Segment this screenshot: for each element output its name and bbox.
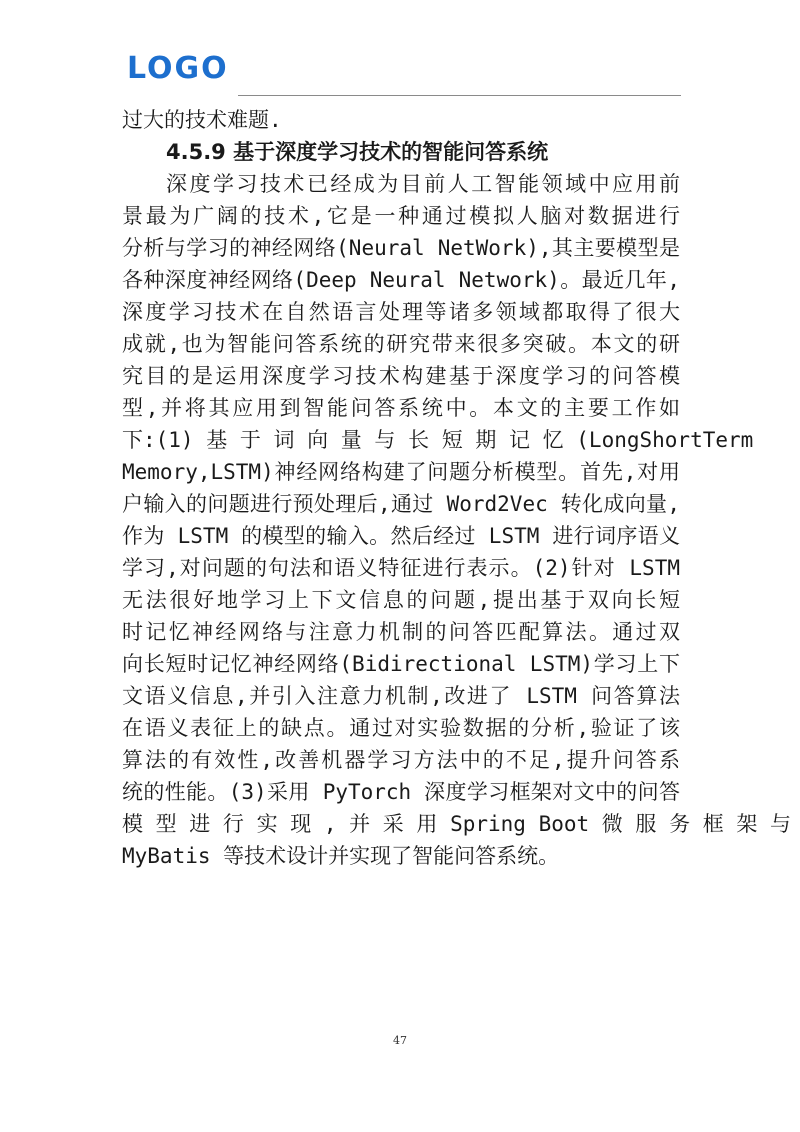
paragraph-line: 深度学习技术已经成为目前人工智能领域中应用前: [166, 172, 680, 196]
paragraph-line: 下:(1) 基 于 词 向 量 与 长 短 期 记 忆 (LongShortTerm: [122, 428, 754, 452]
paragraph-line: 时记忆神经网络与注意力机制的问答匹配算法。通过双: [122, 620, 680, 644]
paragraph-line: 在语义表征上的缺点。通过对实验数据的分析,验证了该: [122, 716, 680, 740]
body-text: [122, 104, 792, 872]
paragraph-line: 过大的技术难题.: [122, 108, 282, 132]
paragraph-line: 景最为广阔的技术,它是一种通过模拟人脑对数据进行: [122, 204, 680, 228]
header-divider: [238, 95, 681, 96]
logo: LOGO: [127, 51, 229, 86]
page-number: 47: [393, 1034, 407, 1047]
paragraph-line: 型,并将其应用到智能问答系统中。本文的主要工作如: [122, 396, 680, 420]
paragraph-line: 分析与学习的神经网络(Neural NetWork),其主要模型是: [122, 236, 680, 260]
paragraph-line: 户输入的问题进行预处理后,通过 Word2Vec 转化成向量,: [122, 492, 680, 516]
paragraph-line: 向长短时记忆神经网络(Bidirectional LSTM)学习上下: [122, 652, 680, 676]
paragraph-line: 各种深度神经网络(Deep Neural Network)。最近几年,: [122, 268, 680, 292]
paragraph-line: 文语义信息,并引入注意力机制,改进了 LSTM 问答算法: [122, 684, 680, 708]
paragraph-line: 成就,也为智能问答系统的研究带来很多突破。本文的研: [122, 332, 680, 356]
paragraph-line: 作为 LSTM 的模型的输入。然后经过 LSTM 进行词序语义: [122, 524, 680, 548]
section-heading: 4.5.9 基于深度学习技术的智能问答系统: [166, 140, 549, 164]
paragraph-line: Memory,LSTM)神经网络构建了问题分析模型。首先,对用: [122, 460, 680, 484]
paragraph-line: 统的性能。(3)采用 PyTorch 深度学习框架对文中的问答: [122, 780, 680, 804]
paragraph-line: 究目的是运用深度学习技术构建基于深度学习的问答模: [122, 364, 680, 388]
paragraph-line: 模 型 进 行 实 现 , 并 采 用 Spring Boot 微 服 务 框 架 与: [122, 812, 792, 836]
paragraph-line: 算法的有效性,改善机器学习方法中的不足,提升问答系: [122, 748, 680, 772]
paragraph-line: 学习,对问题的句法和语义特征进行表示。(2)针对 LSTM: [122, 556, 680, 580]
paragraph-line: 无法很好地学习上下文信息的问题,提出基于双向长短: [122, 588, 680, 612]
paragraph-line: 深度学习技术在自然语言处理等诸多领域都取得了很大: [122, 300, 680, 324]
paragraph-line: MyBatis 等技术设计并实现了智能问答系统。: [122, 844, 560, 868]
